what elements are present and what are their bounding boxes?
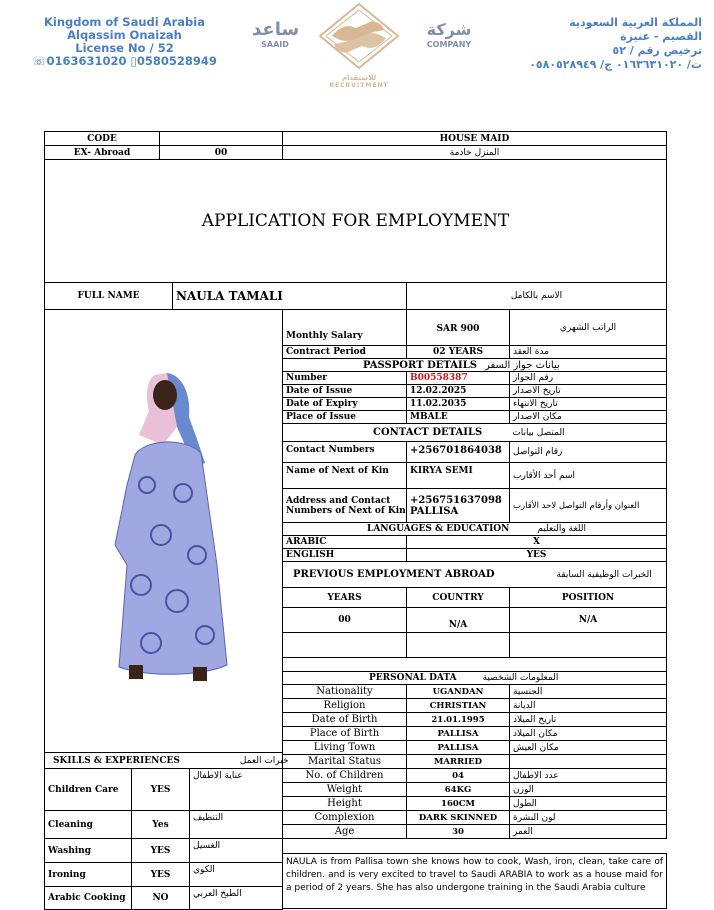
brand-en-right: COMPANY xyxy=(426,40,472,49)
english-value: YES xyxy=(406,548,667,562)
skills-heading-en: SKILLS & EXPERIENCES xyxy=(53,755,180,766)
personal-label-ar: الوزن xyxy=(509,782,667,797)
skill-label-ar: عناية الاطفال xyxy=(189,768,283,811)
passport-heading xyxy=(282,358,667,372)
personal-label: Weight xyxy=(282,782,407,797)
personal-value: CHRISTIAN xyxy=(406,698,510,713)
contact-numbers-label: Contact Numbers xyxy=(282,441,407,463)
languages-heading-ar: اللغة والتعليم xyxy=(537,524,586,534)
passport-expiry-label: Date of Expiry xyxy=(282,397,407,411)
personal-label-ar: تاريخ الميلاد xyxy=(509,712,667,727)
header-left-line-3: License No / 52 xyxy=(75,41,174,55)
salary-label: Monthly Salary xyxy=(282,309,407,346)
personal-value: UGANDAN xyxy=(406,684,510,699)
personal-label-ar: مكان العيش xyxy=(509,740,667,755)
skill-label: Cleaning xyxy=(44,810,132,839)
skill-label: Washing xyxy=(44,838,132,863)
handshake-logo-icon xyxy=(318,2,400,70)
skill-label: Ironing xyxy=(44,862,132,887)
contract-label: Contract Period xyxy=(282,345,407,359)
brand-left xyxy=(252,20,298,49)
logo-ar-sub: للاستقدام xyxy=(341,74,377,82)
passport-number-label: Number xyxy=(282,371,407,385)
personal-label-ar: الجنسية xyxy=(509,684,667,699)
header-right-line-4: ت/ ٠١٦٣٦٣١٠٢٠ ج/ ٠٥٨٠٥٢٨٩٤٩ xyxy=(529,58,702,71)
kin-address-label xyxy=(282,488,407,523)
personal-value: DARK SKINNED xyxy=(406,810,510,825)
company-logo xyxy=(318,2,400,94)
skill-value: YES xyxy=(131,838,190,863)
passport-issue-ar: تاريخ الاصدار xyxy=(509,384,667,398)
passport-number-ar: رقم الجواز xyxy=(509,371,667,385)
salary-ar: الراتب الشهري xyxy=(509,309,667,346)
house-maid-label: HOUSE MAID xyxy=(282,131,667,146)
code-label: CODE xyxy=(44,131,160,146)
prev-empty-years xyxy=(282,632,407,658)
languages-heading-en: LANGUAGES & EDUCATION xyxy=(367,524,510,534)
personal-value: 04 xyxy=(406,768,510,783)
passport-heading-ar: بيانات جواز السفر xyxy=(484,359,560,371)
personal-value: 160CM xyxy=(406,796,510,811)
skills-heading-ar: خبرات العمل xyxy=(239,755,289,766)
personal-label-ar: الطول xyxy=(509,796,667,811)
personal-label: Nationality xyxy=(282,684,407,699)
personal-label: Place of Birth xyxy=(282,726,407,741)
next-of-kin-value: KIRYA SEMI xyxy=(406,462,510,489)
passport-place-value: MBALE xyxy=(406,410,510,424)
personal-label: Religion xyxy=(282,698,407,713)
personal-value: 21.01.1995 xyxy=(406,712,510,727)
passport-issue-label: Date of Issue xyxy=(282,384,407,398)
personal-label-ar: الديانة xyxy=(509,698,667,713)
header-left-line-4: ☏0163631020 ▯0580528949 xyxy=(32,54,217,68)
ex-abroad-value: 00 xyxy=(159,145,283,160)
prev-empty-country xyxy=(406,632,510,658)
header-right-line-2: القصيم - عنيزة xyxy=(620,30,702,43)
header-right-line-1: المملكة العربية السعودية xyxy=(569,16,702,29)
header-right-line-3: ترخيص رقم / ٥٢ xyxy=(612,44,702,57)
skill-value: Yes xyxy=(131,810,190,839)
kin-address-label-2: Numbers of Next of Kin xyxy=(286,505,406,516)
passport-place-ar: مكان الاصدار xyxy=(509,410,667,424)
kin-address-ar: العنوان وأرقام التواصل لاحد الأقارب xyxy=(509,488,667,523)
languages-heading xyxy=(282,522,667,536)
personal-label: Date of Birth xyxy=(282,712,407,727)
prev-employment-heading-en: PREVIOUS EMPLOYMENT ABROAD xyxy=(293,569,495,580)
personal-label: Complexion xyxy=(282,810,407,825)
contact-heading xyxy=(282,423,667,442)
code-value xyxy=(159,131,283,146)
prev-position-value: N/A xyxy=(509,607,667,633)
prev-country-value: N/A xyxy=(406,607,510,633)
prev-employment-heading-ar: الخبرات الوظيفية السابقة xyxy=(556,569,652,580)
col-years: YEARS xyxy=(282,587,407,608)
skill-label-ar: الغسيل xyxy=(189,838,283,863)
skill-label: Arabic Cooking xyxy=(44,886,132,910)
passport-place-label: Place of Issue xyxy=(282,410,407,424)
brand-ar-left: ساعد xyxy=(252,19,300,40)
header-left-line-1: Kingdom of Saudi Arabia xyxy=(44,15,205,29)
skills-heading xyxy=(44,752,289,769)
skill-label-ar: الطبخ العربي xyxy=(189,886,283,910)
personal-label-ar xyxy=(509,754,667,769)
brand-en-left: SAAID xyxy=(261,40,289,49)
personal-value: PALLISA xyxy=(406,740,510,755)
header-left xyxy=(12,16,237,68)
personal-label: Height xyxy=(282,796,407,811)
skill-value: YES xyxy=(131,862,190,887)
kin-address-value-2: PALLISA xyxy=(410,505,459,517)
personal-label-ar: العمر xyxy=(509,824,667,839)
full-name-ar: الاسم بالكامل xyxy=(406,282,667,310)
contact-numbers-ar: رقام التواصل xyxy=(509,441,667,463)
personal-label: No. of Children xyxy=(282,768,407,783)
skill-label-ar: التنظيف xyxy=(189,810,283,839)
skill-value: YES xyxy=(131,768,190,811)
brand-ar-right: شركة xyxy=(426,20,472,39)
skill-value: NO xyxy=(131,886,190,910)
personal-heading xyxy=(282,671,667,685)
passport-issue-value: 12.02.2025 xyxy=(406,384,510,398)
remarks-text: NAULA is from Pallisa town she knows how to cook, Wash, iron, clean, take care of children. and is very excited to travel to Saudi ARABIA to work as a house maid for a period of 2 years. She has also undergone training in the Saudi Arabia culture xyxy=(282,853,667,909)
contact-numbers-value: +256701864038 xyxy=(406,441,510,463)
english-label: ENGLISH xyxy=(282,548,407,562)
photo-frame xyxy=(44,309,283,753)
passport-expiry-ar: تاريخ الانتهاء xyxy=(509,397,667,411)
personal-label-ar: لون البشرة xyxy=(509,810,667,825)
personal-heading-en: PERSONAL DATA xyxy=(369,673,457,683)
personal-value: MARRIED xyxy=(406,754,510,769)
kin-address-value-1: +256751637098 xyxy=(410,494,502,506)
passport-heading-en: PASSPORT DETAILS xyxy=(363,359,477,371)
full-name-label: FULL NAME xyxy=(44,282,173,310)
next-of-kin-label: Name of Next of Kin xyxy=(282,462,407,489)
personal-heading-ar: المعلومات الشخصية xyxy=(482,673,559,683)
contact-heading-en: CONTACT DETAILS xyxy=(373,427,483,438)
ex-abroad-label: EX- Abroad xyxy=(44,145,160,160)
col-position: POSITION xyxy=(509,587,667,608)
passport-number-value: B00558387 xyxy=(406,371,510,385)
personal-label: Marital Status xyxy=(282,754,407,769)
full-name-value: NAULA TAMALI xyxy=(172,282,407,310)
house-maid-ar: المنزل خادمة xyxy=(282,145,667,160)
personal-value: PALLISA xyxy=(406,726,510,741)
arabic-label: ARABIC xyxy=(282,535,407,549)
salary-value: SAR 900 xyxy=(406,309,510,346)
brand-right xyxy=(424,20,474,49)
skill-label-ar: الكوي xyxy=(189,862,283,887)
contract-value: 02 YEARS xyxy=(406,345,510,359)
header-left-line-2: Alqassim Onaizah xyxy=(67,28,182,42)
kin-address-label-1: Address and Contact xyxy=(286,495,391,506)
skill-label: Children Care xyxy=(44,768,132,811)
passport-expiry-value: 11.02.2035 xyxy=(406,397,510,411)
personal-label: Age xyxy=(282,824,407,839)
col-country: COUNTRY xyxy=(406,587,510,608)
header-right xyxy=(472,16,702,72)
personal-value: 30 xyxy=(406,824,510,839)
form-title: APPLICATION FOR EMPLOYMENT xyxy=(44,159,667,283)
spacer-row xyxy=(282,657,667,672)
personal-label-ar: مكان الميلاد xyxy=(509,726,667,741)
contract-ar: مدة العقد xyxy=(509,345,667,359)
prev-years-value: 00 xyxy=(282,607,407,633)
kin-address-value xyxy=(406,488,510,523)
arabic-value: X xyxy=(406,535,667,549)
personal-value: 64KG xyxy=(406,782,510,797)
prev-employment-heading xyxy=(282,561,667,588)
personal-label: Living Town xyxy=(282,740,407,755)
prev-empty-position xyxy=(509,632,667,658)
next-of-kin-ar: اسم أحد الأقارب xyxy=(509,462,667,489)
contact-heading-ar: المتصل بيانات xyxy=(512,427,565,438)
applicant-photo xyxy=(105,365,235,685)
personal-label-ar: عدد الاطفال xyxy=(509,768,667,783)
logo-en-sub: RECRUITMENT xyxy=(329,82,389,89)
